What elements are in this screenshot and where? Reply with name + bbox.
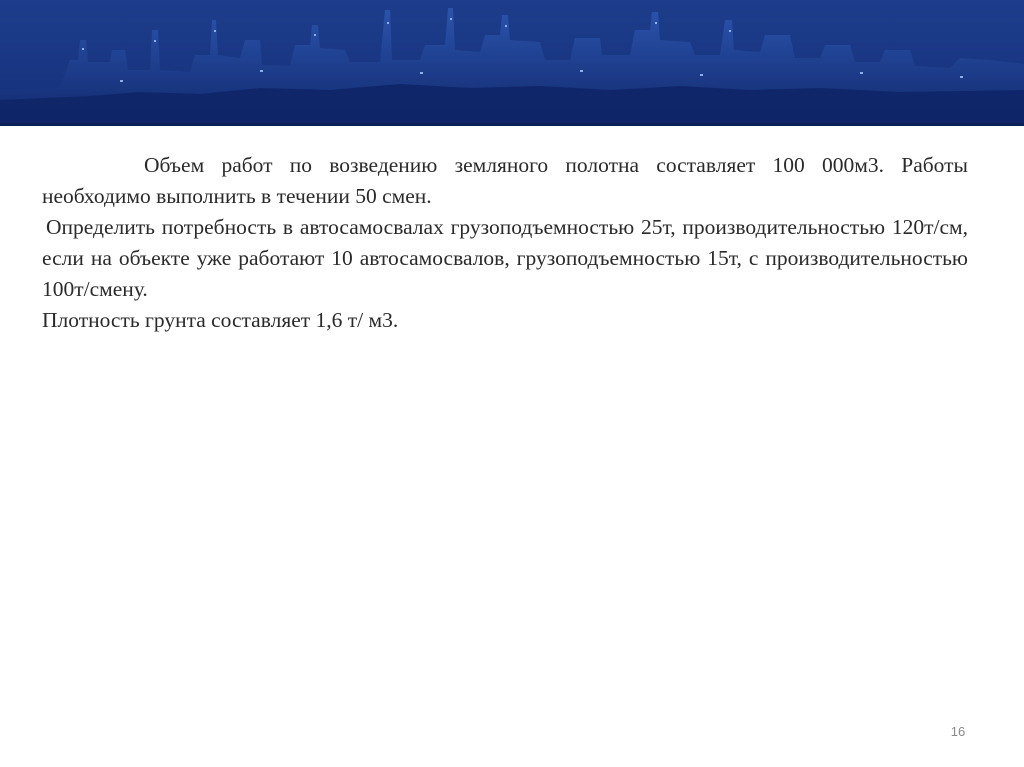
page-number: 16: [950, 724, 966, 739]
task-paragraph-density: Плотность грунта составляет 1,6 т/ м3.: [42, 308, 399, 332]
industrial-skyline-icon: [0, 0, 1024, 126]
task-paragraph-volume: Объем работ по возведению земляного полотна составляет 100 000м3. Работы необходимо выполнить в течении 50 смен.: [42, 153, 968, 208]
task-paragraph-question: Определить потребность в автосамосвалах грузоподъемностью 25т, производительностью 120т/см, если на объекте уже работают 10 автосамосвалов, грузоподъемностью 15т, с производительностью 100т/смену.: [42, 215, 968, 301]
slide-body: [42, 150, 968, 336]
banner-edge: [0, 123, 1024, 126]
header-banner: [0, 0, 1024, 126]
